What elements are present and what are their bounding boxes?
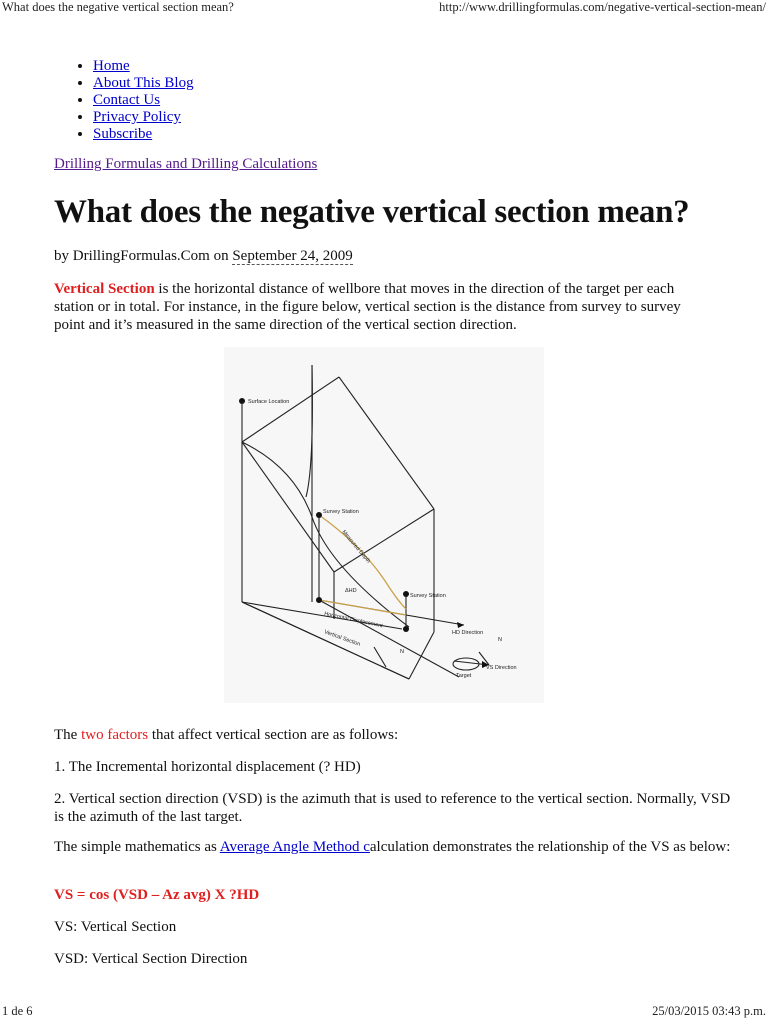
- intro-paragraph: [54, 280, 714, 334]
- nav-item-home: [93, 58, 194, 75]
- post-date[interactable]: September 24, 2009: [232, 248, 353, 264]
- definition-vs: VS: Vertical Section: [54, 919, 177, 935]
- nav-item-privacy: [93, 109, 194, 126]
- label-horizontal-displacement: Horizontal Displacement: [323, 611, 384, 630]
- article-title: What does the negative vertical section mean?: [54, 194, 690, 230]
- breadcrumb: [54, 156, 317, 173]
- factor-item-2: 2. Vertical section direction (VSD) is the azimuth that is used to reference to the vertical section. Normally, VSD is the azimuth of the last target.: [54, 791, 731, 825]
- print-header-title: What does the negative vertical section mean?: [2, 0, 234, 14]
- math-suffix: alculation demonstrates the relationship of the VS as below:: [369, 839, 731, 855]
- label-delta-hd: ΔHD: [345, 588, 357, 594]
- label-target: Target: [456, 673, 472, 679]
- nav-link-about[interactable]: About This Blog: [93, 75, 194, 91]
- average-angle-method-link[interactable]: Average Angle Method c: [219, 839, 370, 855]
- math-paragraph: [54, 838, 734, 856]
- nav-item-subscribe: [93, 126, 194, 143]
- nav-item-contact: [93, 92, 194, 109]
- print-footer-page: 1 de 6: [2, 1004, 33, 1018]
- intro-text: is the horizontal distance of wellbore that moves in the direction of the target per each station or in total. For instance, in the figure below, vertical section is the distance from survey to survey point and it’s measured in the same direction of the vertical section direction.: [54, 281, 681, 333]
- definition-vsd: VSD: Vertical Section Direction: [54, 951, 248, 967]
- label-hd-direction: HD Direction: [452, 630, 484, 636]
- label-vertical-section: Vertical Section: [323, 629, 362, 648]
- vertical-section-diagram: [224, 347, 544, 703]
- label-vs-direction: VS Direction: [486, 665, 517, 671]
- nav-link-contact[interactable]: Contact Us: [93, 92, 161, 108]
- label-surface-location: Surface Location: [248, 399, 290, 405]
- breadcrumb-link[interactable]: Drilling Formulas and Drilling Calculations: [54, 156, 318, 172]
- byline-author: by DrillingFormulas.Com on: [54, 248, 233, 264]
- label-north-2: N: [400, 649, 404, 655]
- factors-prefix: The: [54, 727, 82, 743]
- factors-paragraph: [54, 726, 714, 744]
- label-measured-depth: Measured Depth: [340, 529, 372, 565]
- byline: [54, 248, 353, 265]
- nav-item-about: [93, 75, 194, 92]
- label-north-1: N: [498, 637, 502, 643]
- vs-formula: VS = cos (VSD – Az avg) X ?HD: [54, 887, 260, 903]
- print-header-url: http://www.drillingformulas.com/negative-vertical-section-mean/: [439, 0, 766, 14]
- print-footer-timestamp: 25/03/2015 03:43 p.m.: [652, 1004, 766, 1018]
- factors-suffix: that affect vertical section are as follows:: [148, 727, 399, 743]
- label-survey-station-1: Survey Station: [323, 509, 359, 515]
- nav-menu: [74, 58, 194, 143]
- label-survey-station-2: Survey Station: [410, 593, 446, 599]
- factor-item-1: 1. The Incremental horizontal displacement (? HD): [54, 759, 361, 775]
- math-prefix: The simple mathematics as: [54, 839, 220, 855]
- factors-highlight: two factors: [81, 727, 149, 743]
- intro-term: Vertical Section: [54, 281, 155, 297]
- nav-link-home[interactable]: Home: [93, 58, 130, 74]
- nav-link-privacy[interactable]: Privacy Policy: [93, 109, 181, 125]
- nav-link-subscribe[interactable]: Subscribe: [93, 126, 153, 142]
